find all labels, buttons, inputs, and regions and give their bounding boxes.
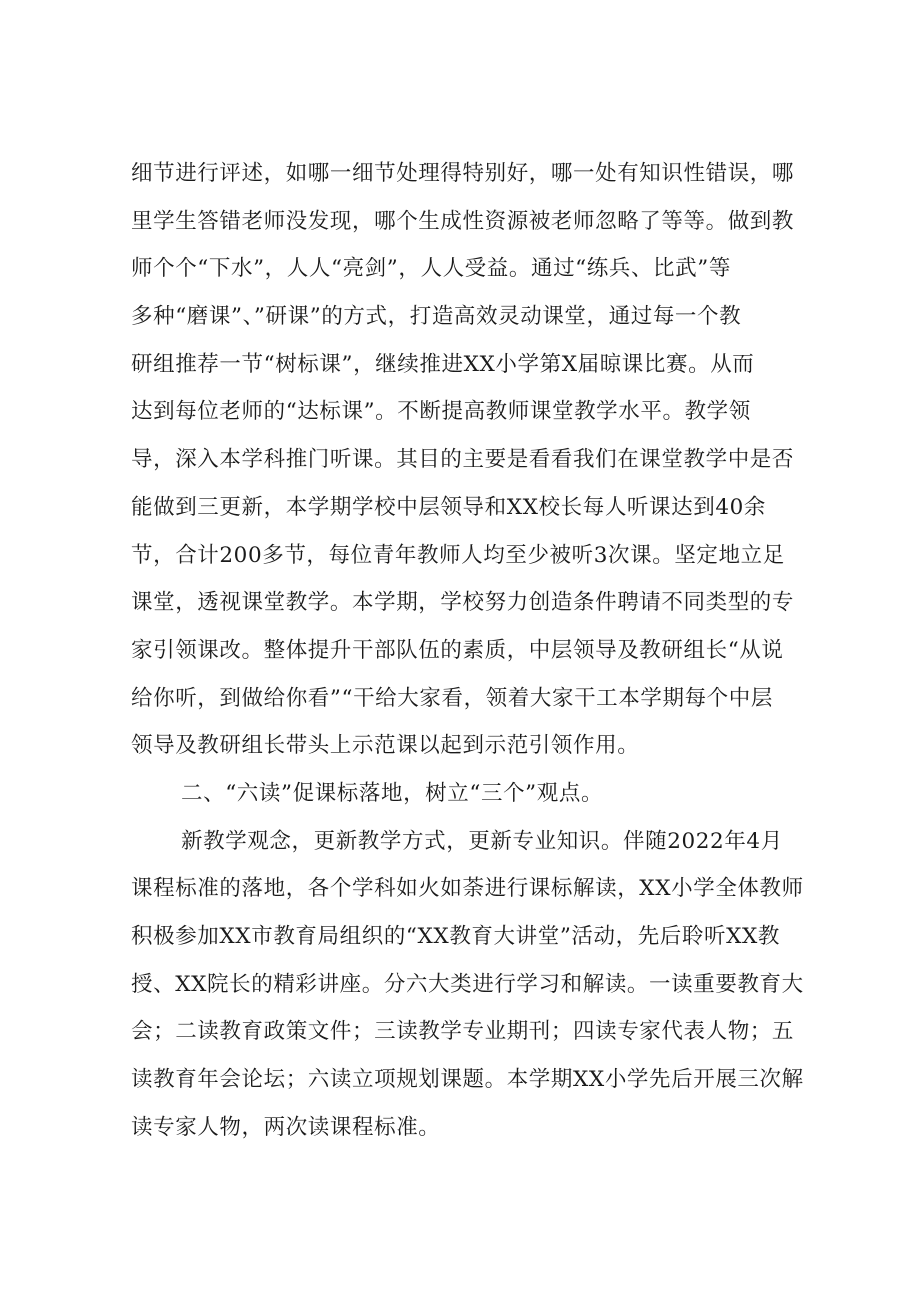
text-line: 研组推荐一节“树标课”，继续推进XX小学第X届晾课比赛。从而 [131, 351, 755, 377]
document-body [131, 150, 804, 1151]
text-line: 能做到三更新，本学期学校中层领导和XX校长每人听课达到40余 [131, 494, 766, 520]
paragraph-start-line: 新教学观念，更新教学方式，更新专业知识。伴随2022年4月 [181, 828, 783, 854]
text-line: 积极参加XX市教育局组织的“XX教育大讲堂”活动，先后聆听XX教 [131, 924, 781, 949]
text-line: 达到每位老师的“达标课”。不断提高教师课堂教学水平。教学领 [131, 399, 751, 425]
text-line: 里学生答错老师没发现，哪个生成性资源被老师忽略了等等。做到教 [131, 208, 795, 234]
text-line: 多种“磨课”、”研课”的方式，打造高效灵动课堂，通过每一个教 [131, 304, 742, 330]
text-line: 领导及教研组长带头上示范课以起到示范引领作用。 [131, 733, 640, 759]
text-line: 会；二读教育政策文件；三读教学专业期刊；四读专家代表人物；五 [131, 1019, 795, 1045]
section-heading: 二、“六读”促课标落地，树立“三个”观点。 [181, 780, 604, 806]
text-line: 师个个“下水”，人人“亮剑”，人人受益。通过“练兵、比武”等 [131, 256, 731, 282]
text-line: 家引领课改。整体提升干部队伍的素质，中层领导及教研组长“从说 [131, 637, 784, 663]
text-line: 授、XX院长的精彩讲座。分六大类进行学习和解读。一读重要教育大 [131, 971, 804, 997]
text-line: 课堂，透视课堂教学。本学期，学校努力创造条件聘请不同类型的专 [131, 590, 795, 616]
text-line: 导，深入本学科推门听课。其目的主要是看看我们在课堂教学中是否 [131, 447, 795, 473]
text-line: 读教育年会论坛；六读立项规划课题。本学期XX小学先后开展三次解 [131, 1067, 804, 1093]
text-line: 读专家人物，两次读课程标准。 [131, 1114, 441, 1140]
text-line: 给你听，到做给你看”“干给大家看，领着大家干工本学期每个中层 [131, 685, 773, 711]
text-line: 课程标准的落地，各个学科如火如荼进行课标解读，XX小学全体教师 [131, 876, 804, 902]
text-line: 细节进行评述，如哪一细节处理得特别好，哪一处有知识性错误，哪 [131, 161, 795, 186]
text-line: 节，合计200多节，每位青年教师人均至少被听3次课。坚定地立足 [131, 542, 785, 568]
